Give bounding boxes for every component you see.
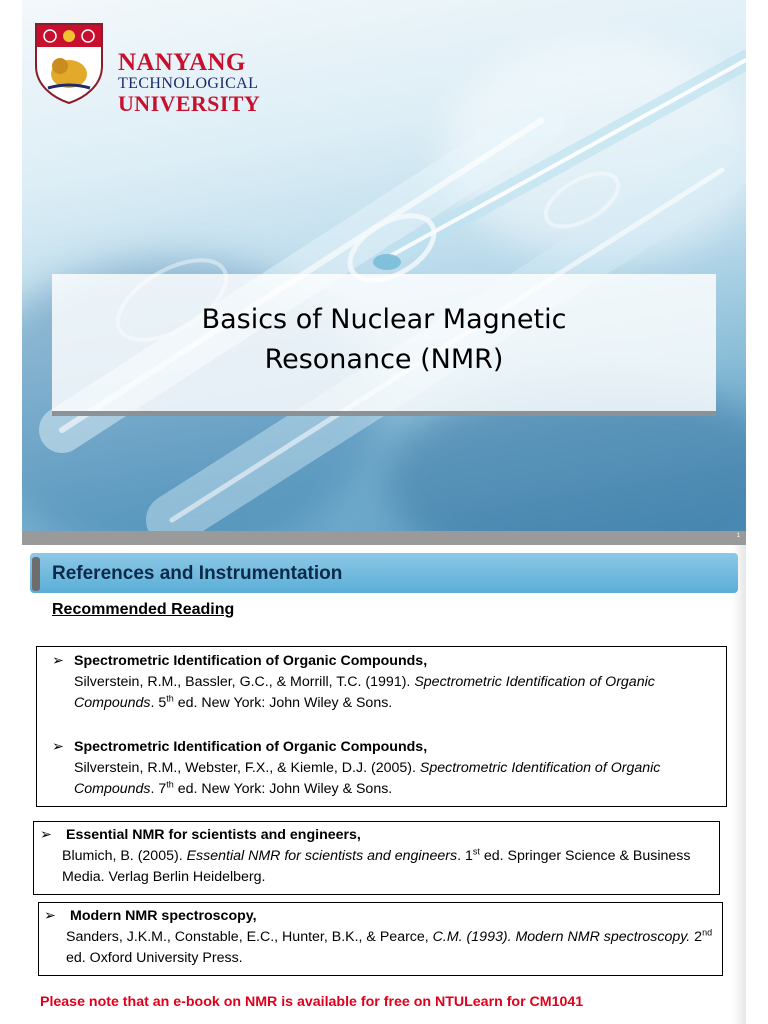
reference-item	[52, 737, 712, 800]
reference-title: Spectrometric Identification of Organic Compounds	[74, 760, 661, 797]
reference-publisher: ed. Springer Science & Business Media. Verlag Berlin Heidelberg.	[62, 848, 691, 885]
reference-edition-suffix: th	[166, 779, 174, 790]
ntu-wordmark	[118, 50, 260, 115]
reference-authors: Blumich, B. (2005).	[62, 848, 187, 864]
reference-authors: Silverstein, R.M., Bassler, G.C., & Morrill, T.C. (1991).	[74, 674, 415, 690]
reference-edition: 2	[690, 929, 703, 945]
reference-publisher: ed. Oxford University Press.	[66, 950, 243, 966]
reference-title: Essential NMR for scientists and engineers	[186, 848, 458, 864]
reference-item	[44, 906, 716, 969]
reference-authors: Sanders, J.K.M., Constable, E.C., Hunter, B.K., & Pearce,	[66, 929, 433, 945]
recommended-reading-heading: Recommended Reading	[52, 601, 235, 618]
reference-item	[40, 825, 712, 888]
slide-edge-shade	[732, 545, 746, 1024]
logo-line-3: UNIVERSITY	[118, 91, 261, 116]
logo-line-2: TECHNOLOGICAL	[118, 75, 259, 92]
reference-edition-suffix: th	[166, 693, 174, 704]
reference-authors: Silverstein, R.M., Webster, F.X., & Kiemle, D.J. (2005).	[74, 760, 420, 776]
bullet-arrow-icon: ➢	[52, 739, 64, 755]
slide-title-line-1: Basics of Nuclear Magnetic	[201, 304, 567, 335]
ebook-note: Please note that an e-book on NMR is available for free on NTULearn for CM1041	[40, 994, 584, 1010]
bullet-arrow-icon: ➢	[52, 653, 64, 669]
logo-line-1: NANYANG	[118, 49, 246, 76]
reference-item	[52, 651, 712, 714]
reference-title: C.M. (1993). Modern NMR spectroscopy.	[432, 929, 691, 945]
reference-edition: . 7	[150, 781, 167, 797]
slide-title-line-2: Resonance (NMR)	[264, 344, 504, 375]
reference-title: Spectrometric Identification of Organic Compounds	[74, 674, 655, 711]
ntu-crest-icon	[34, 22, 104, 104]
slide-separator	[22, 531, 746, 545]
reference-edition: . 5	[150, 695, 167, 711]
reference-publisher: ed. New York: John Wiley & Sons.	[173, 781, 393, 797]
reference-heading: Essential NMR for scientists and engineers,	[66, 827, 361, 843]
reference-edition-suffix: nd	[702, 927, 713, 938]
reference-heading: Spectrometric Identification of Organic Compounds,	[74, 653, 428, 669]
section-title: References and Instrumentation	[52, 563, 343, 584]
reference-heading: Spectrometric Identification of Organic Compounds,	[74, 739, 428, 755]
section-header-tab	[32, 557, 40, 591]
ntu-logo	[34, 22, 264, 116]
reference-edition: . 1	[457, 848, 473, 864]
slide-title	[52, 300, 716, 380]
slide-number: 1	[736, 533, 740, 539]
reference-publisher: ed. New York: John Wiley & Sons.	[173, 695, 393, 711]
reference-edition-suffix: st	[472, 846, 480, 857]
bullet-arrow-icon: ➢	[40, 827, 52, 843]
title-slide	[22, 0, 746, 531]
bullet-arrow-icon: ➢	[44, 908, 56, 924]
reference-heading: Modern NMR spectroscopy,	[70, 908, 257, 924]
references-slide	[22, 545, 746, 1024]
title-underline	[52, 411, 716, 416]
